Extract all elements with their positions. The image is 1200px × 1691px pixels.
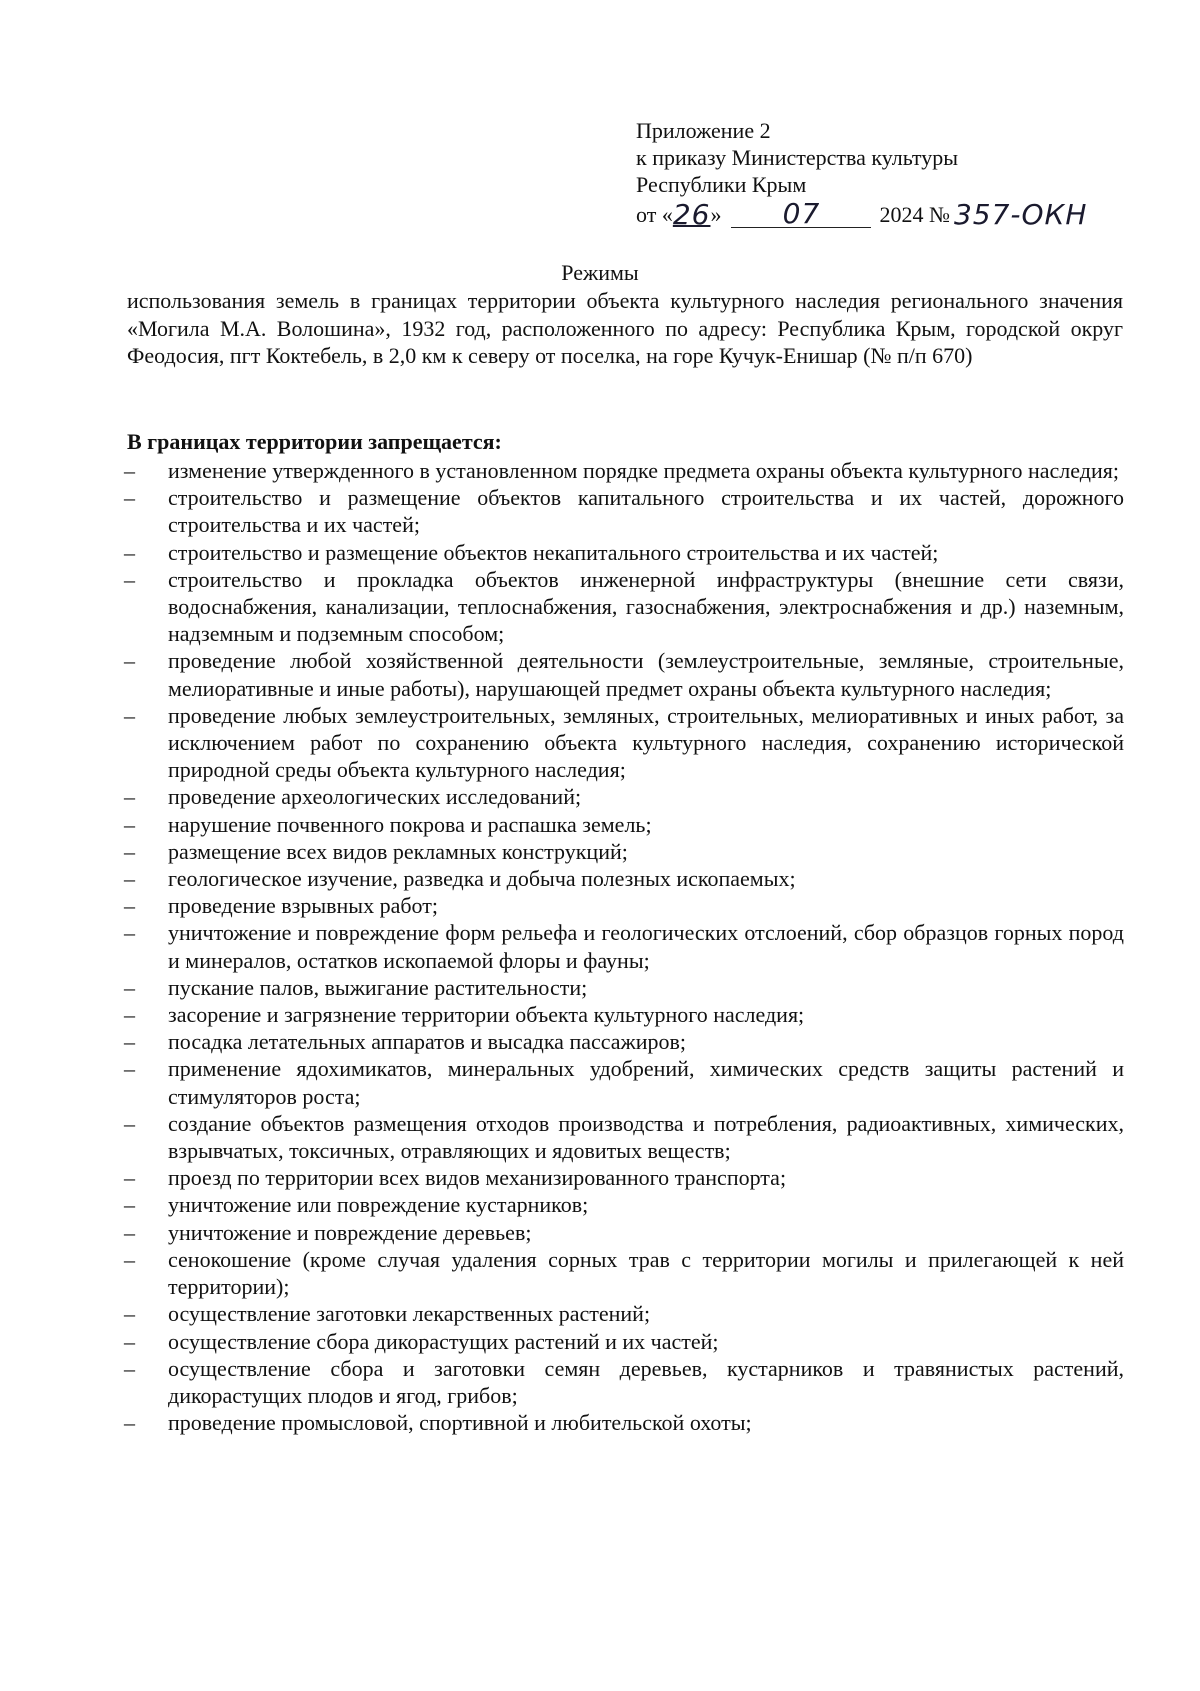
list-item: [124, 865, 1124, 892]
list-item: [124, 1409, 1124, 1436]
list-dash: –: [124, 1110, 135, 1136]
list-item-text: строительство и размещение объектов некапитального строительства и их частей;: [168, 539, 939, 565]
list-item-text: уничтожение и повреждение деревьев;: [168, 1219, 532, 1245]
list-item: [124, 838, 1124, 865]
prohibition-list: [124, 457, 1124, 1436]
list-item-text: нарушение почвенного покрова и распашка земель;: [168, 811, 652, 837]
list-item-text: проезд по территории всех видов механизированного транспорта;: [168, 1165, 787, 1191]
list-dash: –: [124, 1002, 135, 1028]
handwritten-day: 26: [672, 198, 711, 231]
list-dash: –: [124, 893, 135, 919]
list-dash: –: [124, 1328, 135, 1354]
list-item-text: проведение любых землеустроительных, земляных, строительных, мелиоративных и иных работ, за исключением работ по сохранению объекта культурного наследия, сохранению исторической природной среды объекта культурного наследия;: [168, 702, 1124, 783]
list-item: [124, 484, 1124, 538]
list-item: [124, 919, 1124, 973]
section-heading: В границах территории запрещается:: [127, 429, 502, 454]
list-dash: –: [124, 702, 135, 728]
list-dash: –: [124, 1219, 135, 1245]
list-dash: –: [124, 539, 135, 565]
list-item-text: осуществление сбора и заготовки семян деревьев, кустарников и травянистых растений, дикорастущих плодов и ягод, грибов;: [168, 1355, 1124, 1408]
list-item-text: размещение всех видов рекламных конструкций;: [168, 838, 628, 864]
list-item: [124, 783, 1124, 810]
date-prefix: от «: [636, 202, 673, 227]
list-item: [124, 702, 1124, 784]
list-item-text: геологическое изучение, разведка и добыча полезных ископаемых;: [168, 866, 796, 892]
document-title: Режимы: [561, 260, 639, 285]
list-item-text: уничтожение или повреждение кустарников;: [168, 1192, 589, 1218]
list-item-text: применение ядохимикатов, минеральных удобрений, химических средств защиты растений и стимуляторов роста;: [168, 1056, 1124, 1109]
list-dash: –: [124, 1410, 135, 1436]
handwritten-month: 07: [731, 201, 871, 228]
list-item-text: строительство и размещение объектов капитального строительства и их частей, дорожного строительства и их частей;: [168, 485, 1124, 538]
list-item-text: осуществление сбора дикорастущих растений и их частей;: [168, 1328, 719, 1354]
list-item-text: изменение утвержденного в установленном порядке предмета охраны объекта культурного наследия;: [168, 458, 1119, 483]
list-dash: –: [124, 566, 135, 592]
appendix-header: [636, 117, 1088, 231]
list-item: [124, 1246, 1124, 1300]
list-item: [124, 1164, 1124, 1191]
list-item: [124, 1001, 1124, 1028]
list-item-text: проведение промысловой, спортивной и любительской охоты;: [168, 1410, 752, 1436]
list-item: [124, 974, 1124, 1001]
list-item: [124, 892, 1124, 919]
list-item-text: посадка летательных аппаратов и высадка пассажиров;: [168, 1029, 687, 1055]
list-item-text: пускание палов, выжигание растительности;: [168, 974, 588, 1000]
date-quote-close: »: [710, 202, 722, 227]
list-dash: –: [124, 1192, 135, 1218]
list-dash: –: [124, 1165, 135, 1191]
list-item: [124, 1028, 1124, 1055]
list-item-text: строительство и прокладка объектов инженерной инфраструктуры (внешние сети связи, водоснабжения, канализации, теплоснабжения, газоснабжения, электроснабжения и др.) наземным, надземным и подземным способом;: [168, 566, 1124, 647]
list-item-text: проведение любой хозяйственной деятельности (землеустроительные, земляные, строительные, мелиоративные и иные работы), нарушающей предмет охраны объекта культурного наследия;: [168, 648, 1124, 701]
list-dash: –: [124, 866, 135, 892]
list-dash: –: [124, 458, 135, 483]
list-item: [124, 647, 1124, 701]
list-item: [124, 811, 1124, 838]
list-item: [124, 1328, 1124, 1355]
list-dash: –: [124, 1301, 135, 1327]
list-dash: –: [124, 811, 135, 837]
list-dash: –: [124, 648, 135, 674]
list-dash: –: [124, 1355, 135, 1381]
appendix-line-1: Приложение 2: [636, 118, 771, 143]
list-item: [124, 1055, 1124, 1109]
list-item: [124, 1110, 1124, 1164]
list-item-text: сенокошение (кроме случая удаления сорных трав с территории могилы и прилегающей к ней территории);: [168, 1246, 1124, 1300]
list-item-text: уничтожение и повреждение форм рельефа и геологических отслоений, сбор образцов горных пород и минералов, остатков ископаемой флоры и фауны;: [168, 920, 1124, 973]
list-dash: –: [124, 1246, 135, 1272]
list-item: [124, 539, 1124, 566]
year-and-number-label: 2024 №: [879, 202, 950, 227]
list-dash: –: [124, 784, 135, 810]
list-item: [124, 1355, 1124, 1409]
list-item: [124, 457, 1124, 484]
list-item-text: засорение и загрязнение территории объекта культурного наследия;: [168, 1002, 805, 1028]
document-subtitle: использования земель в границах территории объекта культурного наследия регионального значения «Могила М.А. Волошина», 1932 год, расположенного по адресу: Республика Крым, городской округ Феодосия, пгт Коктебель, в 2,0 км к северу от поселка, на горе Кучук-Енишар (№ п/п 670): [127, 288, 1123, 368]
list-item-text: проведение археологических исследований;: [168, 784, 582, 810]
list-item-text: проведение взрывных работ;: [168, 893, 438, 919]
list-item: [124, 566, 1124, 648]
handwritten-order-number: 357-ОКН: [953, 198, 1088, 231]
order-date-line: [636, 197, 1088, 231]
list-dash: –: [124, 838, 135, 864]
list-dash: –: [124, 1029, 135, 1055]
list-dash: –: [124, 1056, 135, 1082]
list-item: [124, 1300, 1124, 1327]
list-item-text: осуществление заготовки лекарственных растений;: [168, 1301, 651, 1327]
appendix-line-3: Республики Крым: [636, 172, 807, 197]
list-dash: –: [124, 920, 135, 946]
list-item: [124, 1191, 1124, 1218]
list-item-text: создание объектов размещения отходов производства и потребления, радиоактивных, химических, взрывчатых, токсичных, отравляющих и ядовитых веществ;: [168, 1110, 1124, 1164]
list-item: [124, 1219, 1124, 1246]
appendix-line-2: к приказу Министерства культуры: [636, 145, 959, 170]
list-dash: –: [124, 485, 135, 511]
list-dash: –: [124, 974, 135, 1000]
